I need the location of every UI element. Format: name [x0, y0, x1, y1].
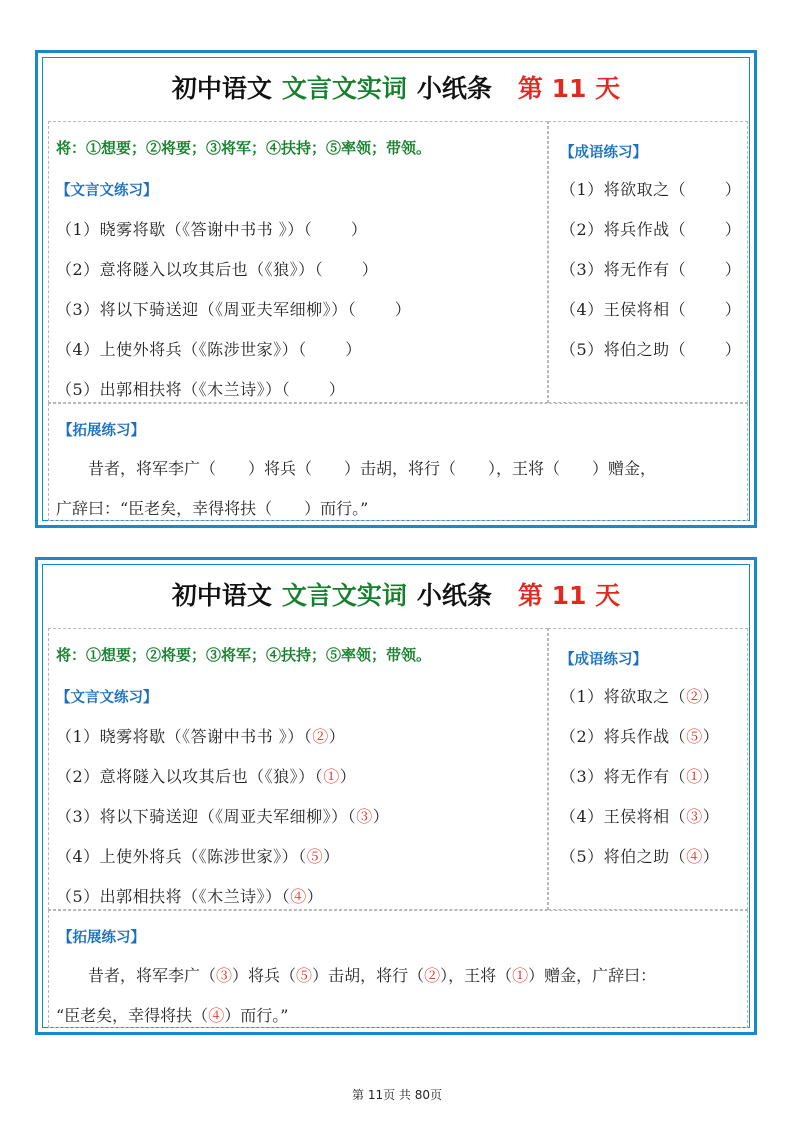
item-text: （3）将无作有（: [560, 767, 687, 786]
item-close: ）: [306, 887, 324, 906]
title-part2: 文言文实词: [281, 74, 407, 103]
title-part3: 小纸条: [416, 581, 492, 610]
section-chengyu-heading: 【成语练习】: [560, 652, 647, 668]
chengyu-answer-item: [560, 804, 719, 827]
exercise-card-answers: [35, 557, 757, 1035]
wenyan-item: （1）晓雾将歇（《答谢中书书 》）（ ）: [56, 220, 368, 239]
tuozhan-text: ）将兵（: [232, 966, 297, 985]
item-text: （2）意将隧入以攻其后也（《狼》）（: [56, 767, 324, 786]
answer-mark: ④: [290, 887, 307, 906]
item-text: （4）王侯将相（: [560, 807, 687, 826]
title-day: 第 11 天: [517, 74, 621, 103]
wenyan-answer-item: [56, 884, 323, 907]
chengyu-item: （1）将欲取之（ ）: [560, 180, 742, 199]
tuozhan-text: ），王将（: [440, 966, 513, 985]
tuozhan-text: ）击胡，将行（: [312, 966, 425, 985]
answer-mark: ①: [323, 767, 340, 786]
item-text: （3）将以下骑送迎（《周亚夫军细柳》）（: [56, 807, 357, 826]
answer-mark: ⑤: [686, 727, 703, 746]
answer-mark: ①: [512, 966, 529, 985]
answer-mark: ①: [686, 767, 703, 786]
wenyan-answer-item: [56, 764, 356, 787]
title-part1: 初中语文: [171, 74, 272, 103]
wenyan-answer-item: [56, 724, 345, 747]
item-close: ）: [702, 807, 720, 826]
section-wenyan-heading: 【文言文练习】: [56, 183, 158, 199]
wenyan-item: （2）意将隧入以攻其后也（《狼》）（ ）: [56, 260, 379, 279]
section-chengyu-heading: 【成语练习】: [560, 145, 647, 161]
item-text: （4）上使外将兵（《陈涉世家》）（: [56, 847, 307, 866]
title-part1: 初中语文: [171, 581, 272, 610]
item-close: ）: [323, 847, 340, 866]
wenyan-item: （3）将以下骑送迎（《周亚夫军细柳》）（ ）: [56, 300, 412, 319]
chengyu-item: （3）将无作有（ ）: [560, 260, 742, 279]
tuozhan-text: ）而行。”: [224, 1006, 289, 1025]
tuozhan-line-1: 昔者，将军李广（ ）将兵（ ）击胡，将行（ ），王将（ ）赠金，: [88, 459, 657, 478]
chengyu-item: （2）将兵作战（ ）: [560, 220, 742, 239]
chengyu-answer-item: [560, 724, 719, 747]
section-wenyan-heading: 【文言文练习】: [56, 690, 158, 706]
chengyu-answer-item: [560, 844, 719, 867]
answer-mark: ②: [424, 966, 441, 985]
tuozhan-text: “臣老矣，幸得将扶（: [56, 1006, 209, 1025]
page-footer: 第 11页 共 80页: [352, 1088, 442, 1102]
item-close: ）: [328, 727, 346, 746]
title-part3: 小纸条: [416, 74, 492, 103]
title-day: 第 11 天: [517, 581, 621, 610]
title-part2: 文言文实词: [281, 581, 407, 610]
answer-mark: ③: [356, 807, 373, 826]
tuozhan-text: ）赠金，广辞曰：: [528, 966, 657, 985]
item-close: ）: [702, 847, 720, 866]
answer-mark: ③: [216, 966, 233, 985]
tuozhan-line-2: 广辞曰：“臣老矣，幸得将扶（ ）而行。”: [56, 499, 369, 518]
item-text: （5）出郭相扶将（《木兰诗》）（: [56, 887, 291, 906]
card-title: [38, 63, 754, 115]
answer-mark: ③: [686, 807, 703, 826]
item-text: （1）将欲取之（: [560, 687, 687, 706]
answer-mark: ④: [686, 847, 703, 866]
item-text: （5）将伯之助（: [560, 847, 687, 866]
section-tuozhan-heading: 【拓展练习】: [58, 423, 145, 439]
chengyu-answer-item: [560, 684, 719, 707]
wenyan-item: （4）上使外将兵（《陈涉世家》）（ ）: [56, 340, 362, 359]
item-text: （1）晓雾将歇（《答谢中书书 》）（: [56, 727, 313, 746]
card-title: [38, 570, 754, 622]
tuozhan-answer-line-2: [56, 996, 288, 1036]
item-close: ）: [339, 767, 357, 786]
section-tuozhan-heading: 【拓展练习】: [58, 930, 145, 946]
item-close: ）: [702, 727, 720, 746]
answer-mark: ⑤: [306, 847, 324, 866]
chengyu-answer-item: [560, 764, 719, 787]
wenyan-item: （5）出郭相扶将（《木兰诗》）（ ）: [56, 380, 346, 399]
tuozhan-answer-line-1: [88, 956, 656, 996]
wenyan-answer-item: [56, 804, 389, 827]
answer-mark: ④: [208, 1006, 225, 1025]
definition-line: 将：①想要；②将要；③将军；④扶持；⑤率领；带领。: [56, 646, 432, 664]
tuozhan-text: 昔者，将军李广（: [88, 966, 217, 985]
wenyan-answer-item: [56, 844, 340, 867]
exercise-card-blank: [35, 50, 757, 528]
item-close: ）: [702, 687, 720, 706]
item-text: （2）将兵作战（: [560, 727, 687, 746]
definition-line: 将：①想要；②将要；③将军；④扶持；⑤率领；带领。: [56, 139, 432, 157]
chengyu-item: （4）王侯将相（ ）: [560, 300, 742, 319]
answer-mark: ②: [312, 727, 329, 746]
item-close: ）: [702, 767, 720, 786]
answer-mark: ②: [686, 687, 703, 706]
item-close: ）: [372, 807, 390, 826]
answer-mark: ⑤: [296, 966, 313, 985]
chengyu-item: （5）将伯之助（ ）: [560, 340, 742, 359]
